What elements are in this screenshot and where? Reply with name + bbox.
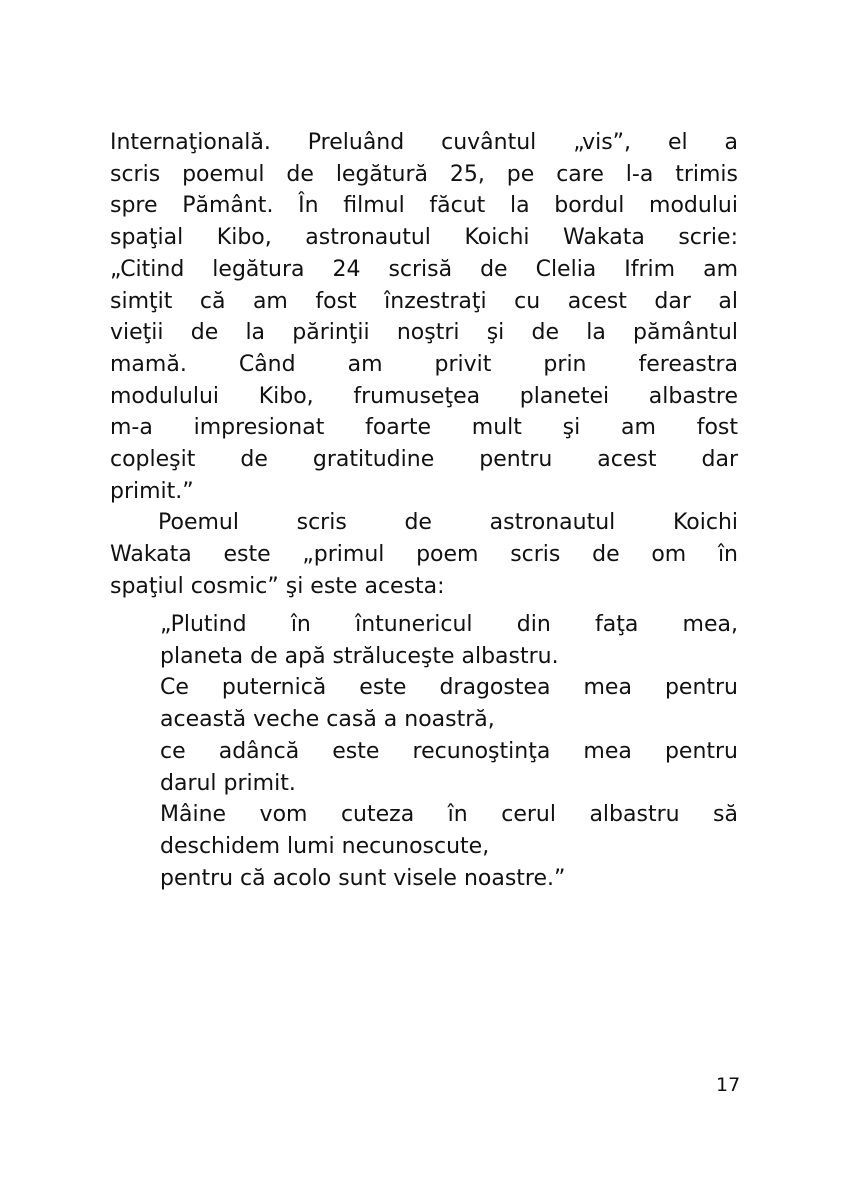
text-line: primit.” — [110, 478, 194, 504]
poem-line: darul primit. — [160, 770, 296, 796]
text-line: Internaţională. Preluând cuvântul „vis”, el a — [110, 130, 738, 155]
text-line: modulului Kibo, frumuseţea planetei albastre — [110, 383, 738, 409]
poem-line: pentru că acolo sunt visele noastre.” — [160, 865, 566, 891]
text-line: „Citind legătura 24 scrisă de Clelia Ifrim am — [110, 256, 738, 282]
paragraph-2 — [110, 507, 738, 602]
paragraph-1 — [110, 127, 738, 507]
poem-line: Ce puternică este dragostea mea pentru — [160, 675, 738, 701]
poem-line: ce adâncă este recunoştinţa mea pentru — [160, 738, 738, 764]
text-line: m-a impresionat foarte mult şi am fost — [110, 415, 738, 441]
body-text — [110, 127, 738, 603]
poem-line: Mâine vom cuteza în cerul albastru să — [160, 802, 738, 828]
page-number: 17 — [716, 1074, 741, 1096]
text-line: spaţiul cosmic” şi este acesta: — [110, 573, 445, 599]
text-line: copleşit de gratitudine pentru acest dar — [110, 447, 738, 473]
poem-block — [160, 609, 738, 894]
poem-line: deschidem lumi necunoscute, — [160, 833, 490, 859]
text-line: simţit că am fost înzestraţi cu acest dar al — [110, 288, 738, 314]
text-line: vieţii de la părinţii noştri şi de la pământul — [110, 320, 738, 346]
poem-line: „Plutind în întunericul din faţa mea, — [160, 612, 738, 637]
poem-line: planeta de apă străluceşte albastru. — [160, 643, 559, 669]
text-line: spre Pământ. În filmul făcut la bordul modului — [110, 193, 738, 219]
poem-line: această veche casă a noastră, — [160, 707, 495, 733]
text-line: Wakata este „primul poem scris de om în — [110, 542, 738, 568]
text-line: scris poemul de legătură 25, pe care l-a trimis — [110, 161, 738, 187]
text-line: mamă. Când am privit prin fereastra — [110, 351, 738, 377]
text-line: Poemul scris de astronautul Koichi — [158, 510, 738, 536]
text-line: spaţial Kibo, astronautul Koichi Wakata scrie: — [110, 225, 738, 251]
